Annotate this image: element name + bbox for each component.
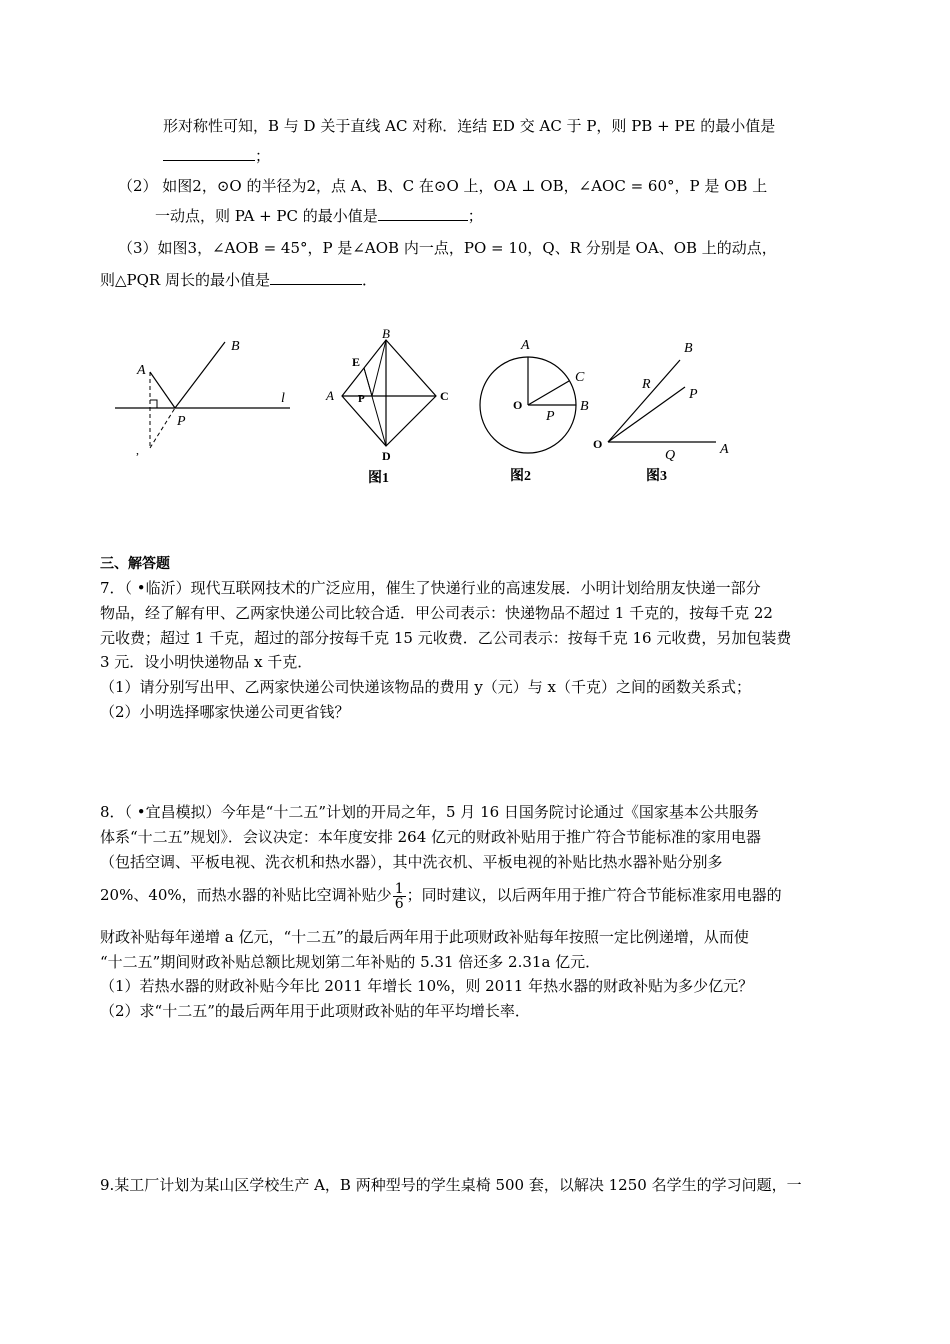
q6-part3-line2-text: 则△PQR 周长的最小值是 <box>100 271 270 289</box>
q8-part1: （1）若热水器的财政补贴今年比 2011 年增长 10%，则 2011 年热水器的财政补贴为多少亿元？ <box>100 977 754 995</box>
label-l: l <box>281 391 285 406</box>
q6-part3-line1: （3）如图3，∠AOB = 45°，P 是∠AOB 内一点，PO = 10，Q、R 分别是 OA、OB 上的动点， <box>118 239 777 257</box>
label-tick: , <box>136 443 139 457</box>
answer-blank-1[interactable] <box>163 146 255 161</box>
segment-AP <box>150 372 175 408</box>
label-R: R <box>642 377 651 392</box>
q6-part3-line2 <box>100 270 377 290</box>
section-heading: 三、解答题 <box>100 556 170 572</box>
ray-OB <box>608 360 680 442</box>
q8-line3: （包括空调、平板电视、洗衣机和热水器），其中洗衣机、平板电视的补贴比热水器补贴分别多 <box>100 853 723 871</box>
figure-1 <box>325 326 449 463</box>
caption-fig2: 图2 <box>510 469 531 484</box>
figure-3 <box>593 341 729 484</box>
label-Q: Q <box>665 448 676 463</box>
label-C: C <box>575 370 585 385</box>
figure-2 <box>480 338 589 484</box>
q6-part2-line2-end: ； <box>467 207 483 225</box>
q9-line1: 9.某工厂计划为某山区学校生产 A，B 两种型号的学生桌椅 500 套，以解决 1250 名学生的学习问题，一 <box>100 1176 802 1194</box>
q6-part2-line2 <box>155 206 483 226</box>
segment-EP <box>364 368 372 396</box>
q6-part1-line1: 形对称性可知，B 与 D 关于直线 AC 对称．连结 ED 交 AC 于 P，则 PB + PE 的最小值是 <box>163 117 776 135</box>
q7-line4: 3 元．设小明快递物品 x 千克． <box>100 653 313 671</box>
label-P: P <box>358 393 365 405</box>
q7-line1: 7．（ •临沂）现代互联网技术的广泛应用，催生了快递行业的高速发展．小明计划给朋友快递一部分 <box>100 579 761 597</box>
label-P: P <box>689 387 698 402</box>
caption-fig1: 图1 <box>368 471 389 486</box>
q7-line3: 元收费；超过 1 千克，超过的部分按每千克 15 元收费．乙公司表示：按每千克 16 元收费，另加包装费 <box>100 629 792 647</box>
q7-part1: （1）请分别写出甲、乙两家快递公司快递该物品的费用 y（元）与 x（千克）之间的函数关系式； <box>100 678 752 696</box>
q6-part1-line2 <box>163 146 270 166</box>
label-O: O <box>593 437 603 451</box>
q8-line5: 财政补贴每年递增 a 亿元，“十二五”的最后两年用于此项财政补贴每年按照一定比例递增，从而使 <box>100 928 749 946</box>
q8-line6: “十二五”期间财政补贴总额比规划第二年补贴的 5.31 倍还多 2.31a 亿元． <box>100 953 601 971</box>
fraction-numerator: 1 <box>394 880 404 897</box>
label-B: B <box>580 399 589 414</box>
q8-line4-end: ；同时建议，以后两年用于推广符合节能标准家用电器的 <box>406 886 782 904</box>
reflection-dashed <box>150 408 175 448</box>
fraction-denominator: 6 <box>394 895 404 912</box>
q7-line2: 物品，经了解有甲、乙两家快递公司比较合适．甲公司表示：快递物品不超过 1 千克的，按每千克 22 <box>100 604 773 622</box>
fraction-one-sixth <box>393 882 406 911</box>
label-D: D <box>382 449 391 463</box>
q6-part1-line2-end: ； <box>255 147 271 165</box>
label-O: O <box>513 398 523 412</box>
segment-PB <box>175 342 225 408</box>
caption-fig3: 图3 <box>646 469 667 484</box>
q7-part2: （2）小明选择哪家快递公司更省钱？ <box>100 703 350 721</box>
q6-part2-line2-text: 一动点，则 PA + PC 的最小值是 <box>155 207 378 225</box>
q6-part3-line2-end: ． <box>362 271 378 289</box>
answer-blank-2[interactable] <box>378 206 468 221</box>
label-B: B <box>684 341 693 356</box>
q8-line1: 8．（ •宜昌模拟）今年是“十二五”计划的开局之年，5 月 16 日国务院讨论通过《国家基本公共服务 <box>100 803 759 821</box>
label-P: P <box>177 414 186 429</box>
q8-line4-start: 20%、40%，而热水器的补贴比空调补贴少 <box>100 886 392 904</box>
label-B: B <box>231 339 240 354</box>
q8-line2: 体系“十二五”规划》．会议决定：本年度安排 264 亿元的财政补贴用于推广符合节能标准的家用电器 <box>100 828 762 846</box>
q6-part2-line1: （2） 如图2，⊙O 的半径为2，点 A、B、C 在⊙O 上，OA ⊥ OB，∠AOC = 60°，P 是 OB 上 <box>118 177 768 195</box>
label-A: A <box>137 363 146 378</box>
label-C: C <box>440 389 449 403</box>
label-B: B <box>382 326 390 341</box>
label-E: E <box>352 355 361 369</box>
figure-reflection <box>115 339 290 457</box>
segment-OP <box>608 387 685 442</box>
right-angle-mark <box>150 400 157 408</box>
label-A: A <box>326 388 334 403</box>
label-A: A <box>720 442 729 457</box>
q8-part2: （2）求“十二五”的最后两年用于此项财政补贴的年平均增长率． <box>100 1002 530 1020</box>
label-A: A <box>521 338 530 353</box>
answer-blank-3[interactable] <box>270 270 362 285</box>
radius-OC <box>528 381 569 405</box>
label-P: P <box>546 409 555 424</box>
q8-line4 <box>100 880 782 911</box>
geometry-figures <box>0 320 950 490</box>
